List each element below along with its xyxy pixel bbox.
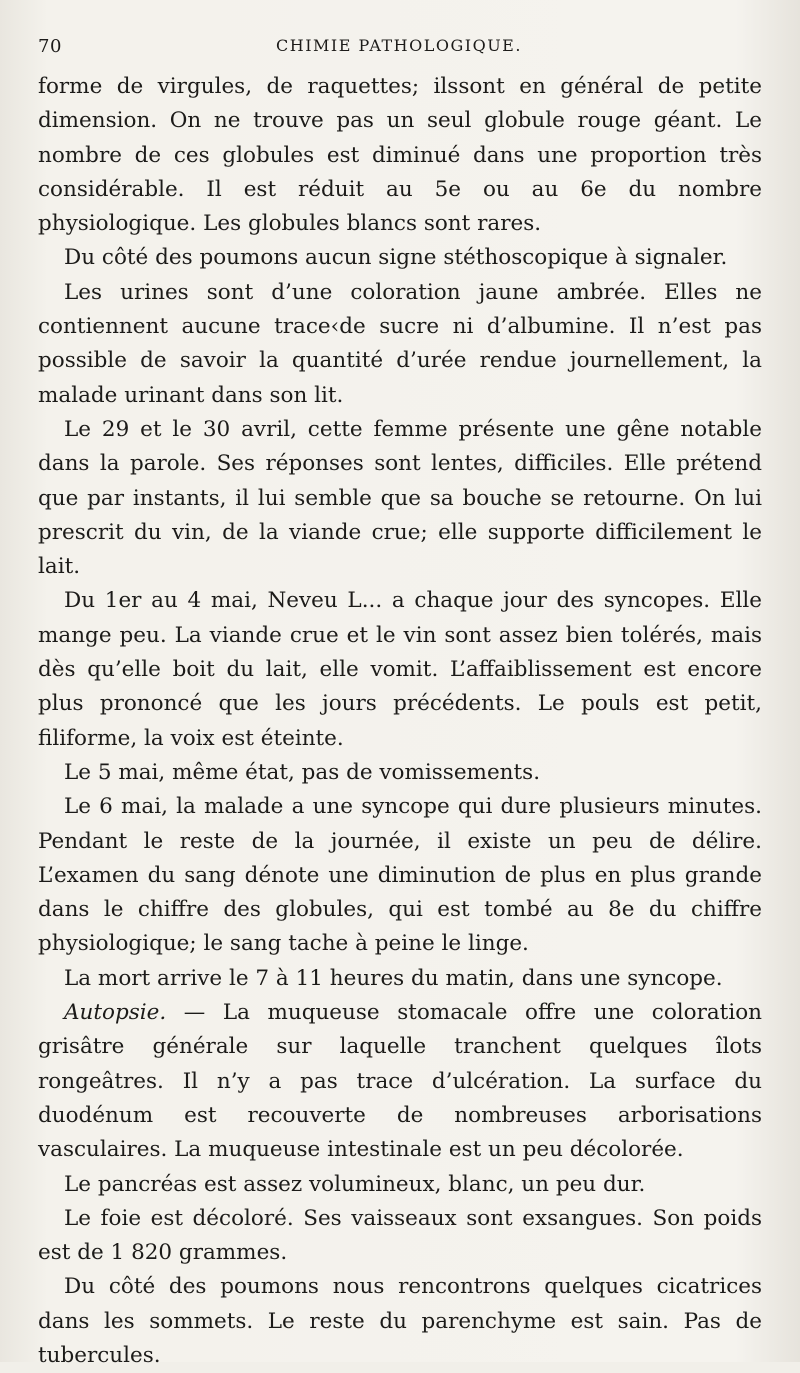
page-number: 70 <box>38 36 62 57</box>
paragraph-april-29-30: Le 29 et le 30 avril, cette femme présente une gêne notable dans la parole. Ses réponses sont lentes, difficiles. Elle prétend que par instants, il lui semble que sa bouche se retourne. On lui prescrit du vin, de la viande crue; elle supporte difficilement le lait. <box>38 416 762 580</box>
paragraph-lungs: Du côté des poumons aucun signe stéthoscopique à signaler. <box>64 245 728 271</box>
paragraph-may-1-4: Du 1er au 4 mai, Neveu L... a chaque jour des syncopes. Elle mange peu. La viande crue et le vin sont assez bien tolérés, mais dès qu’elle boit du lait, elle vomit. L’affaiblissement est encore plus prononcé que les jours précédents. Le pouls est petit, filiforme, la voix est éteinte. <box>38 588 762 751</box>
paragraph-urine: Les urines sont d’une coloration jaune ambrée. Elles ne contiennent aucune trace‹de sucre ni d’albumine. Il n’est pas possible de savoir la quantité d’urée rendue journellement, la malade urinant dans son lit. <box>38 279 762 408</box>
paragraph-autopsy <box>38 996 762 1167</box>
paragraph-may-6: Le 6 mai, la malade a une syncope qui dure plusieurs minutes. Pendant le reste de la journée, il existe un peu de délire. L’examen du sang dénote une diminution de plus en plus grande dans le chiffre des globules, qui est tombé au 8e du chiffre physiologique; le sang tache à peine le linge. <box>38 794 762 957</box>
paragraph-may-5: Le 5 mai, même état, pas de vomissements. <box>64 759 541 785</box>
paragraph-pancreas: Le pancréas est assez volumineux, blanc, un peu dur. <box>64 1171 646 1197</box>
paragraph-liver: Le foie est décoloré. Ses vaisseaux sont exsangues. Son poids est de 1 820 grammes. <box>38 1205 762 1266</box>
paragraph-lungs-autopsy: Du côté des poumons nous rencontrons quelques cicatrices dans les sommets. Le reste du parenchyme est sain. Pas de tubercules. <box>38 1274 762 1368</box>
autopsy-label: Autopsie. <box>64 1000 167 1026</box>
paragraph-death: La mort arrive le 7 à 11 heures du matin, dans une syncope. <box>64 965 723 991</box>
autopsy-text: — La muqueuse stomacale offre une coloration grisâtre générale sur laquelle tranchent quelques îlots rongeâtres. Il n’y a pas trace d’ulcération. La surface du duodénum est recouverte de nombreuses arborisations vasculaires. La muqueuse intestinale est un peu décolorée. <box>38 1000 762 1163</box>
body-text <box>38 70 762 1373</box>
paragraph-blood-globules: forme de virgules, de raquettes; ilssont en général de petite dimension. On ne trouve pas un seul globule rouge géant. Le nombre de ces globules est diminué dans une proportion très considérable. Il est réduit au 5e ou au 6e du nombre physiologique. Les globules blancs sont rares. <box>38 74 762 237</box>
running-title: CHIMIE PATHOLOGIQUE. <box>276 36 522 55</box>
page-header <box>38 36 760 62</box>
